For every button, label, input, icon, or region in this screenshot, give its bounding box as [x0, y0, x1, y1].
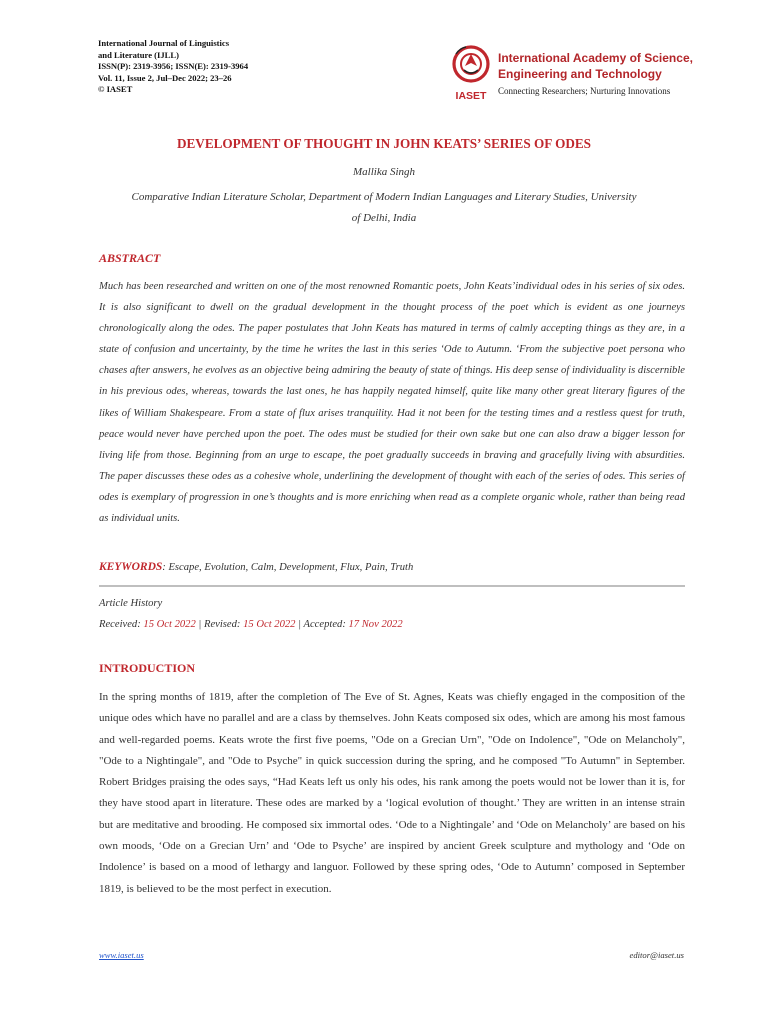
abstract-text: Much has been researched and written on one of the most renowned Romantic poets, John Keats’individual odes in his series of six odes. It is also significant to dwell on the gradual development in the thought process of the poet which is evident as one journeys chronologically along the odes. The paper postulates that John Keats has matured in terms of calmly accepting things as they are, in a state of confusion and uncertainty, by the time he writes the last in this series ‘Ode to Autumn. ‘From the subjective poet persona who chases after answers, he evolves as an objective being admiring the beauty of state of things. His deep sense of individuality is discernible in his previous odes, whereas, towards the last ones, he has happily negated himself, quite like many other great literary figures of the likes of William Shakespeare. From a state of flux arises tranquility. Had it not been for the testing times and a restless quest for truth, peace would never have perched upon the poet. The odes must be studied for their own sake but one can also draw a bigger lesson for living life from those. Beginning from an urge to escape, the poet gradually succeeds in braving and gracefully living with absurdities. The paper discusses these odes as a cohesive whole, underlining the development of thought with each of the series of odes. This series of odes is exemplary of progression in one’s thoughts and is more enriching when read as a complete organic whole, rather than being read as individual units.: [99, 281, 685, 525]
article-history-dates: [99, 619, 403, 630]
paper-title: DEVELOPMENT OF THOUGHT IN JOHN KEATS’ SERIES OF ODES: [176, 136, 592, 151]
keywords-text: : Escape, Evolution, Calm, Development, Flux, Pain, Truth: [162, 562, 414, 573]
article-history-title: Article History: [99, 598, 163, 609]
logo-text: IASET: [455, 90, 487, 102]
iaset-logo-icon: [446, 42, 496, 104]
journal-issn: ISSN(P): 2319-3956; ISSN(E): 2319-3964: [98, 61, 249, 71]
journal-copyright: © IASET: [98, 84, 133, 94]
author-affiliation: Comparative Indian Literature Scholar, Department of Modern Indian Languages and Literary Studies, University of Delhi, India: [131, 191, 637, 224]
journal-name-line1: International Journal of Linguistics: [98, 38, 230, 48]
introduction-text: In the spring months of 1819, after the completion of The Eve of St. Agnes, Keats was chiefly engaged in the composition of the unique odes which have no parallel and are a class by themselves. John Keats composed six odes, which are among his most famous and well-regarded poems. Keats wrote the first five poems, "Ode on a Grecian Urn", "Ode on Indolence", "Ode on Melancholy", "Ode to a Nightingale", and "Ode to Psyche" in quick succession during the spring, and he composed "To Autumn" in September. Robert Bridges praising the odes says, “Had Keats left us only his odes, his rank among the poets would not be lower than it is, for they have stood apart in literature. These odes are marked by a ‘logical evolution of thought.’ They are written in an intense strain but are meditative and brooding. He composed six immortal odes. ‘Ode to a Nightingale’ and ‘Ode on Melancholy’ are based on his own moods, ‘Ode on a Grecian Urn’ and ‘Ode to Psyche’ are inspired by ancient Greek sculpture and mythology and ‘Ode on Indolence’ is based on a mood of lethargy and languor. Followed by these spring odes, ‘Ode to Autumn’ composed in September 1819, is believed to be the most perfect in execution.: [99, 691, 685, 895]
publisher-brand: [446, 42, 696, 104]
publisher-name-line2: Engineering and Technology: [498, 67, 662, 81]
keywords: [99, 561, 413, 573]
accepted-label: | Accepted:: [295, 619, 349, 630]
publisher-name-line1: International Academy of Science,: [498, 51, 693, 65]
revised-label: | Revised:: [195, 619, 244, 630]
received-date: 15 Oct 2022: [143, 619, 196, 630]
introduction-heading: INTRODUCTION: [99, 661, 196, 675]
author-name: Mallika Singh: [352, 166, 416, 178]
revised-date: 15 Oct 2022: [243, 619, 296, 630]
publisher-tagline: Connecting Researchers; Nurturing Innovations: [498, 86, 671, 96]
received-label: Received:: [99, 619, 144, 630]
journal-info: [98, 38, 248, 96]
keywords-label: KEYWORDS: [99, 561, 163, 573]
journal-name-line2: and Literature (IJLL): [98, 49, 180, 60]
abstract-heading: ABSTRACT: [99, 251, 161, 265]
accepted-date: 17 Nov 2022: [348, 619, 403, 630]
footer-email: editor@iaset.us: [629, 950, 684, 960]
journal-volume: Vol. 11, Issue 2, Jul–Dec 2022; 23–26: [98, 72, 232, 83]
section-divider: [99, 585, 685, 587]
footer-website-link[interactable]: www.iaset.us: [99, 950, 144, 960]
publisher-name: [498, 50, 693, 82]
